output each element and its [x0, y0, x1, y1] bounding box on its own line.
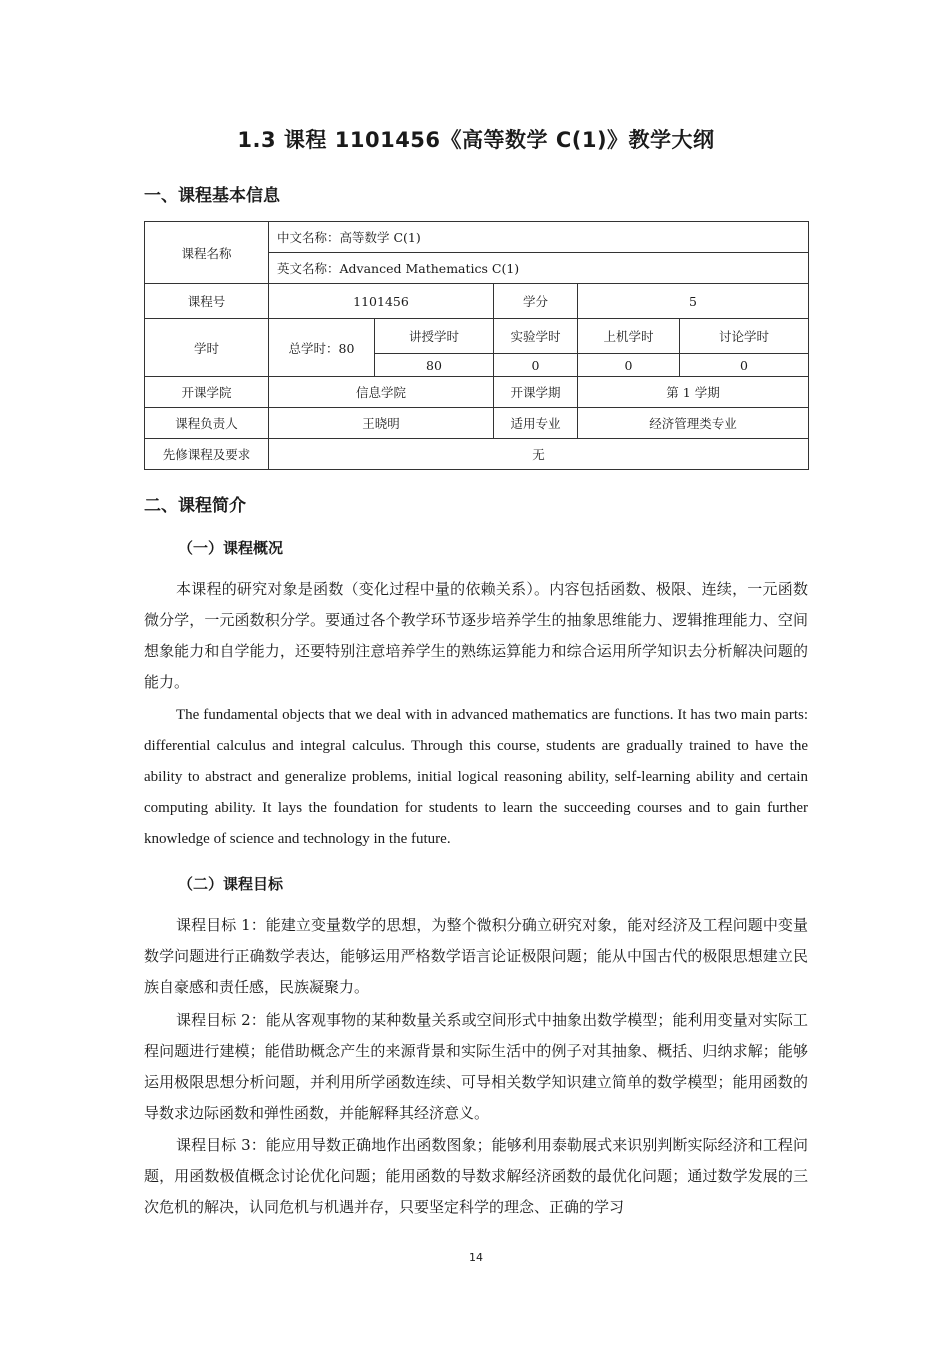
prereq-label: 先修课程及要求 [145, 439, 269, 470]
page-title: 1.3 课程 1101456《高等数学 C(1)》教学大纲 [237, 128, 715, 152]
section2-heading: 二、课程简介 [144, 496, 246, 516]
term-cell: 第 1 学期 [578, 377, 809, 408]
en-name-cell: 英文名称：Advanced Mathematics C(1) [269, 253, 809, 284]
leader-cell: 王晓明 [269, 408, 494, 439]
overview-paragraph-en: The fundamental objects that we deal with in advanced mathematics are functions. It has two main parts: differential calculus and integral calculus. Through this course, students are gradually trained to have the ability to abstract and generalize problems, initial logical reasoning ability, self-learning ability and certain computing ability. It lays the foundation for students to learn the succeeding courses and to gain further knowledge of science and technology in the future. [144, 707, 808, 847]
goals-heading: （二）课程目标 [178, 875, 284, 893]
term-label: 开课学期 [494, 377, 578, 408]
goal-2-paragraph: 课程目标 2：能从客观事物的某种数量关系或空间形式中抽象出数学模型；能利用变量对实际工程问题进行建模；能借助概念产生的来源背景和实际生活中的例子对其抽象、概括、归纳求解；能够运用极限思想分析问题，并利用所学函数连续、可导相关数学知识建立简单的数学模型；能用函数的导数求边际函数和弹性函数，并能解释其经济意义。 [144, 1011, 808, 1122]
discussion-label: 讨论学时 [680, 319, 809, 354]
computer-label: 上机学时 [578, 319, 680, 354]
table-row [145, 377, 809, 408]
course-no-cell: 1101456 [269, 284, 494, 319]
course-name-label: 课程名称 [145, 222, 269, 284]
page-number: 14 [469, 1251, 483, 1264]
table-row [145, 439, 809, 470]
total-hours-cell: 总学时：80 [269, 319, 375, 377]
table-row [145, 408, 809, 439]
goal-1-paragraph: 课程目标 1：能建立变量数学的思想，为整个微积分确立研究对象，能对经济及工程问题中变量数学问题进行正确数学表达，能够运用严格数学语言论证极限问题；能从中国古代的极限思想建立民族自豪感和责任感，民族凝聚力。 [144, 916, 808, 996]
prereq-cell: 无 [269, 439, 809, 470]
lab-hours-cell: 0 [494, 354, 578, 377]
major-label: 适用专业 [494, 408, 578, 439]
lecture-label: 讲授学时 [375, 319, 494, 354]
hours-label: 学时 [145, 319, 269, 377]
table-row [145, 319, 809, 354]
cn-name-cell: 中文名称：高等数学 C(1) [269, 222, 809, 253]
goal-3-paragraph: 课程目标 3：能应用导数正确地作出函数图象；能够利用泰勒展式来识别判断实际经济和工程问题，用函数极值概念讨论优化问题；能用函数的导数求解经济函数的最优化问题；通过数学发展的三次危机的解决，认同危机与机遇并存，只要坚定科学的理念、正确的学习 [144, 1136, 808, 1216]
overview-paragraph-cn: 本课程的研究对象是函数（变化过程中量的依赖关系）。内容包括函数、极限、连续，一元函数微分学，一元函数积分学。要通过各个教学环节逐步培养学生的抽象思维能力、逻辑推理能力、空间想象能力和自学能力，还要特别注意培养学生的熟练运算能力和综合运用所学知识去分析解决问题的能力。 [144, 580, 808, 691]
credit-cell: 5 [578, 284, 809, 319]
discussion-hours-cell: 0 [680, 354, 809, 377]
leader-label: 课程负责人 [145, 408, 269, 439]
table-row [145, 222, 809, 253]
credit-label: 学分 [494, 284, 578, 319]
course-info-table [144, 221, 809, 470]
college-label: 开课学院 [145, 377, 269, 408]
section1-heading: 一、课程基本信息 [144, 186, 280, 206]
college-cell: 信息学院 [269, 377, 494, 408]
lab-label: 实验学时 [494, 319, 578, 354]
overview-heading: （一）课程概况 [178, 539, 284, 557]
course-no-label: 课程号 [145, 284, 269, 319]
computer-hours-cell: 0 [578, 354, 680, 377]
lecture-hours-cell: 80 [375, 354, 494, 377]
major-cell: 经济管理类专业 [578, 408, 809, 439]
table-row [145, 284, 809, 319]
